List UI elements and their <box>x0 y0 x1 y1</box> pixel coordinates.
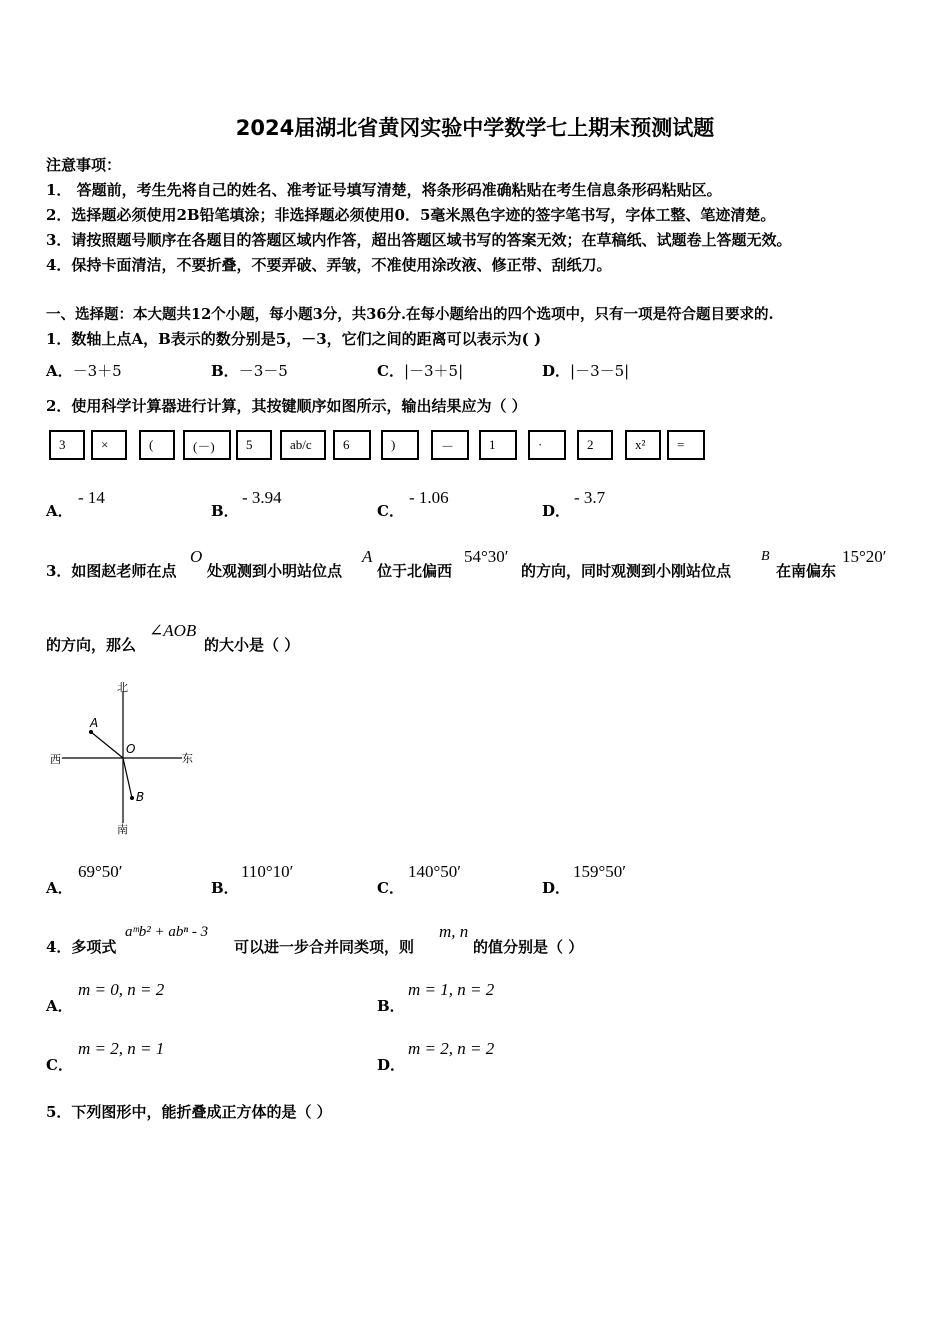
q3-text-2: 处观测到小明站位点 <box>207 562 343 580</box>
calc-key-1: 1 <box>479 430 517 460</box>
q2-stem: 2．使用科学计算器进行计算，其按键顺序如图所示，输出结果应为（ ） <box>46 397 527 415</box>
calc-key-minus: － <box>431 430 469 460</box>
q4-option-d-value: m = 2, n = 2 <box>408 1039 495 1058</box>
label-a: A <box>90 716 99 730</box>
q4-option-b-value: m = 1, n = 2 <box>408 980 495 999</box>
notice-item-2: 2．选择题必须使用2B铅笔填涂；非选择题必须使用0．5毫米黑色字迹的签字笔书写，字体工整、笔迹清楚。 <box>46 206 776 224</box>
ray-oa <box>91 732 123 758</box>
label-o: O <box>126 742 136 756</box>
calc-key-3: 3 <box>49 430 85 460</box>
q3-text-1: 3．如图赵老师在点 <box>46 562 177 580</box>
q2-option-b-label: B． <box>211 502 239 520</box>
calc-key-equals: = <box>667 430 705 460</box>
notice-heading: 注意事项： <box>46 156 122 174</box>
q4-text-3: 的值分别是（ ） <box>473 938 584 956</box>
q1-option-b: B．－3－5 <box>211 362 288 380</box>
q4-option-d-label: D． <box>377 1056 406 1074</box>
q3-point-b: B <box>761 549 770 564</box>
q3-point-a: A <box>362 547 373 566</box>
label-south: 南 <box>117 823 128 836</box>
q4-option-c-label: C． <box>46 1056 73 1074</box>
q1-option-d: D．|－3－5| <box>542 362 630 380</box>
point-b-dot <box>130 796 134 800</box>
calc-key-multiply: × <box>91 430 127 460</box>
q4-option-a-label: A． <box>46 997 73 1015</box>
q3-angle-aob: ∠AOB <box>149 621 197 640</box>
q3-option-a-label: A． <box>46 879 73 897</box>
q3-option-b-label: B． <box>211 879 239 897</box>
q2-option-d-label: D． <box>542 502 571 520</box>
notice-item-1: 1． 答题前，考生先将自己的姓名、准考证号填写清楚，将条形码准确粘贴在考生信息条形码粘贴区。 <box>46 181 722 199</box>
q4-option-a-value: m = 0, n = 2 <box>78 980 165 999</box>
point-a-dot <box>89 730 93 734</box>
calc-key-2: 2 <box>577 430 613 460</box>
q2-option-b-value: - 3.94 <box>242 488 282 507</box>
q3-option-b-value: 110°10′ <box>241 862 294 881</box>
label-west: 西 <box>50 753 61 766</box>
q2-option-a-label: A． <box>46 502 73 520</box>
q4-text-2: 可以进一步合并同类项，则 <box>234 938 415 956</box>
calc-key-lparen: ( <box>139 430 175 460</box>
q3-angle-1: 54°30′ <box>464 547 509 566</box>
q1-option-c: C．|－3＋5| <box>377 362 464 380</box>
label-north: 北 <box>117 681 128 694</box>
q2-option-a-value: - 14 <box>78 488 105 507</box>
q1-option-a: A．－3＋5 <box>46 362 122 380</box>
section-heading: 一、选择题：本大题共12个小题，每小题3分，共36分.在每小题给出的四个选项中，只有一项是符合题目要求的. <box>46 306 774 323</box>
calc-key-dot: · <box>528 430 566 460</box>
q5-stem: 5．下列图形中，能折叠成正方体的是（ ） <box>46 1103 332 1121</box>
q3-text-3: 位于北偏西 <box>377 562 453 580</box>
q3-option-d-label: D． <box>542 879 571 897</box>
q2-option-c-value: - 1.06 <box>409 488 449 507</box>
calc-key-6: 6 <box>333 430 371 460</box>
q4-option-b-label: B． <box>377 997 405 1015</box>
q2-option-d-value: - 3.7 <box>574 488 606 507</box>
q3-point-o: O <box>190 547 203 566</box>
q3-text-4: 的方向，同时观测到小刚站位点 <box>521 562 732 580</box>
calc-key-5: 5 <box>236 430 272 460</box>
compass-figure <box>40 675 210 840</box>
notice-item-3: 3．请按照题号顺序在各题目的答题区域内作答，超出答题区域书写的答案无效；在草稿纸、试题卷上答题无效。 <box>46 231 792 249</box>
q4-option-c-value: m = 2, n = 1 <box>78 1039 165 1058</box>
q3-text-6: 的方向，那么 <box>46 636 137 654</box>
q3-option-a-value: 69°50′ <box>78 862 123 881</box>
page-title: 2024届湖北省黄冈实验中学数学七上期末预测试题 <box>235 116 715 140</box>
q3-text-5: 在南偏东 <box>776 562 837 580</box>
q3-option-d-value: 159°50′ <box>573 862 627 881</box>
label-b: B <box>136 790 145 804</box>
calc-key-square: x² <box>625 430 661 460</box>
q4-variables: m, n <box>439 922 469 941</box>
ray-ob <box>123 758 132 798</box>
q3-text-7: 的大小是（ ） <box>204 636 300 654</box>
notice-item-4: 4．保持卡面清洁，不要折叠，不要弄破、弄皱，不准使用涂改液、修正带、刮纸刀。 <box>46 256 612 274</box>
q3-angle-2: 15°20′ <box>842 547 887 566</box>
calc-key-rparen: ) <box>381 430 419 460</box>
calc-key-negative: (－) <box>183 430 231 460</box>
q4-text-1: 4．多项式 <box>46 938 117 956</box>
calc-key-fraction: ab/c <box>280 430 326 460</box>
q3-option-c-label: C． <box>377 879 404 897</box>
q4-polynomial: aᵐb² + abⁿ - 3 <box>125 924 209 940</box>
label-east: 东 <box>182 752 193 765</box>
q1-stem: 1．数轴上点A，B表示的数分别是5，－3，它们之间的距离可以表示为( ) <box>46 330 542 348</box>
q2-option-c-label: C． <box>377 502 404 520</box>
q3-option-c-value: 140°50′ <box>408 862 462 881</box>
